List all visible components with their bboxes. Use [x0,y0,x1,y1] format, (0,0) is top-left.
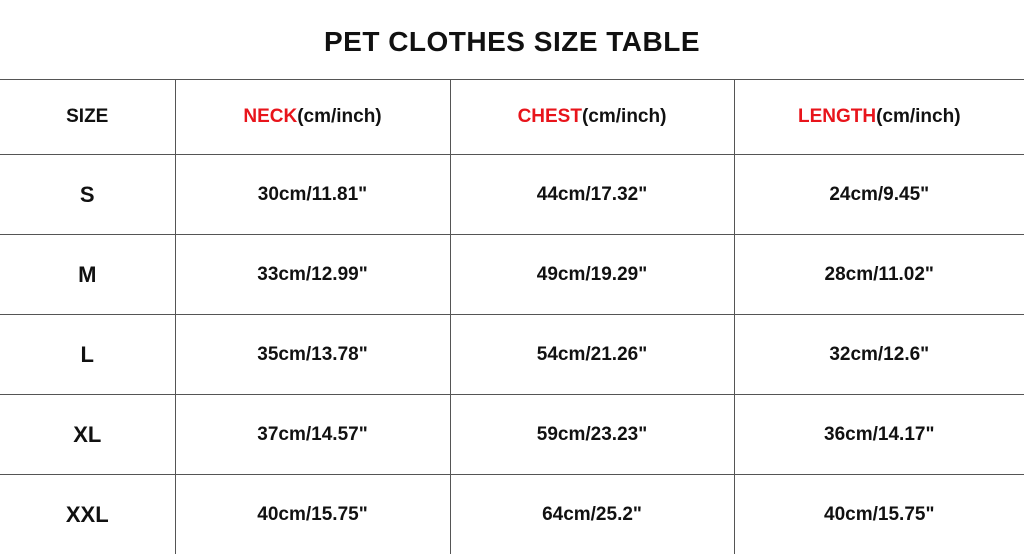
neck-cell: 35cm/13.78" [175,315,450,395]
table-row [0,235,1024,315]
neck-cell: 33cm/12.99" [175,235,450,315]
column-header-length-unit: (cm/inch) [876,106,960,127]
column-header-size [0,80,175,155]
size-table [0,79,1024,554]
chest-cell: 59cm/23.23" [450,395,734,475]
chest-cell: 44cm/17.32" [450,155,734,235]
length-cell: 36cm/14.17" [734,395,1024,475]
page-title: PET CLOTHES SIZE TABLE [0,20,1024,64]
column-header-chest-unit: (cm/inch) [582,106,666,127]
column-header-neck [175,80,450,155]
neck-cell: 37cm/14.57" [175,395,450,475]
table-row [0,155,1024,235]
column-header-neck-highlight: NECK [243,106,297,127]
column-header-length [734,80,1024,155]
column-header-chest-highlight: CHEST [518,106,582,127]
length-cell: 40cm/15.75" [734,475,1024,554]
chest-cell: 54cm/21.26" [450,315,734,395]
size-cell: S [0,155,175,235]
size-cell: XXL [0,475,175,554]
size-cell: L [0,315,175,395]
length-cell: 24cm/9.45" [734,155,1024,235]
length-cell: 32cm/12.6" [734,315,1024,395]
neck-cell: 40cm/15.75" [175,475,450,554]
neck-cell: 30cm/11.81" [175,155,450,235]
table-header-row [0,80,1024,155]
chest-cell: 49cm/19.29" [450,235,734,315]
length-cell: 28cm/11.02" [734,235,1024,315]
column-header-size-label: SIZE [66,106,108,127]
size-cell: XL [0,395,175,475]
column-header-chest [450,80,734,155]
table-row [0,395,1024,475]
column-header-neck-unit: (cm/inch) [297,106,381,127]
table-row [0,315,1024,395]
column-header-length-highlight: LENGTH [798,106,876,127]
size-cell: M [0,235,175,315]
table-row [0,475,1024,554]
chest-cell: 64cm/25.2" [450,475,734,554]
